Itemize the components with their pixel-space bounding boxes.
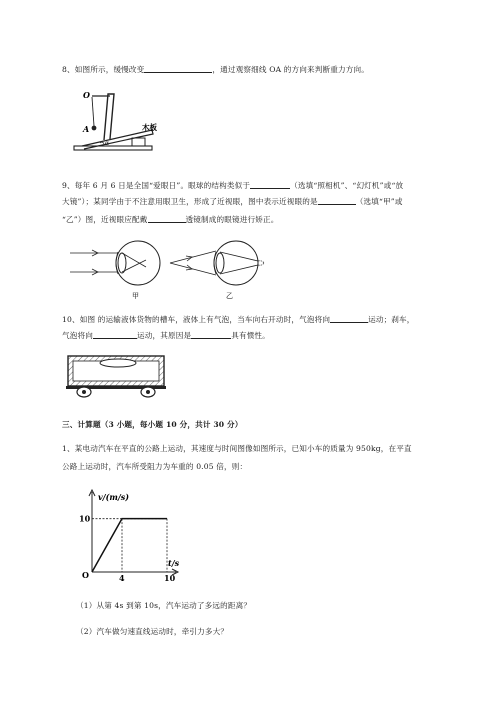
q9-line-1-b: （选填“照相机”、“幻灯机”或“放	[290, 181, 404, 190]
q8-figure-stand	[104, 94, 114, 140]
q9-lens-right	[216, 253, 224, 273]
q10-line-1-a: 10、如图 的运输液体货物的槽车，液体上有气泡，当车向右开动时，气泡将向	[62, 315, 331, 324]
q9-line-1	[62, 181, 403, 190]
q10-blank-1[interactable]	[330, 315, 368, 323]
q10-line-2-c: 具有惯性。	[231, 331, 270, 340]
q9-blank-1[interactable]	[250, 181, 290, 189]
q9-label-left: 甲	[132, 292, 139, 300]
q9-figure-left	[68, 236, 178, 302]
q10-blank-3[interactable]	[191, 331, 231, 339]
q9-figure-right	[168, 236, 280, 302]
q9-eyeball-right	[214, 241, 258, 285]
q9-line-2-b: （选填“甲”或	[355, 197, 403, 206]
q8-label-o: O	[83, 90, 90, 100]
q9-line-3-a: “乙”）图，近视眼应配戴	[62, 215, 148, 224]
q8-text-before: 8、如图所示，缓慢改变	[62, 65, 145, 74]
q9-line-2	[62, 197, 403, 206]
q8-answer-blank[interactable]	[144, 65, 212, 73]
calc1-vt-chart	[72, 484, 192, 584]
q8-figure-thread	[92, 97, 94, 126]
q8-figure-support	[132, 138, 145, 146]
q9-blank-3[interactable]	[148, 215, 186, 223]
calc1-line-2: 公路上运动时，汽车所受阻力为车重的 0.05 倍，则：	[62, 462, 248, 471]
chart-origin-label: O	[82, 570, 89, 580]
q8-label-a: A	[83, 124, 90, 134]
q9-line-1-a: 9、每年 6 月 6 日是全国“爱眼日”。眼球的结构类似于	[62, 181, 251, 190]
q9-label-right: 乙	[226, 292, 233, 300]
q8-figure	[70, 86, 180, 160]
q10-line-2-b: 运动，其原因是	[136, 331, 192, 340]
q10-line-2-a: 气泡将向	[62, 331, 93, 340]
q10-tank-truck-figure	[64, 352, 168, 400]
chart-x-label: t/s	[168, 558, 180, 568]
chart-x-tick-label: 4	[119, 573, 125, 583]
q8-label-alpha: α	[105, 140, 110, 147]
q8-figure-bob	[92, 126, 97, 131]
calc1-line-1: 1、某电动汽车在平直的公路上运动，其速度与时间图像如图所示，已知小车的质量为 950kg，在平直	[62, 444, 412, 453]
q9-line-3-b: 透镜制成的眼镜进行矫正。	[185, 215, 279, 224]
q9-line-3	[62, 215, 278, 224]
q9-lens-left	[118, 253, 126, 273]
chart-y-label: v/(m/s)	[98, 492, 130, 502]
q10-bubble	[100, 359, 136, 367]
q8-figure-angle-arc	[100, 142, 104, 144]
chart-series-line	[92, 519, 167, 572]
calc1-sub-1: （1）从第 4s 到第 10s，汽车运动了多远的距离？	[76, 601, 252, 610]
chart-y-tick-label: 10	[79, 513, 91, 524]
q9-eyeball-left	[116, 241, 160, 285]
q9-blank-2[interactable]	[318, 197, 356, 205]
chart-x-tick-label: 10	[164, 573, 176, 583]
q10-line-1-b: 运动；刹车，	[368, 315, 415, 324]
q10-line-2	[62, 331, 270, 340]
q8-label-board: 木板	[142, 123, 157, 132]
q10-blank-2[interactable]	[93, 331, 137, 339]
calc1-sub-2: （2）汽车做匀速直线运动时，牵引力多大？	[76, 627, 229, 636]
q8-text	[62, 65, 369, 74]
q10-line-1	[62, 315, 415, 324]
q9-line-2-a: 大镜”）；某同学由于不注意用眼卫生，形成了近视眼，图中表示近视眼的是	[62, 197, 318, 206]
q8-text-after: ，通过观察细线 OA 的方向来判断重力方向。	[212, 65, 369, 74]
section-3-title: 三、计算题（3 小题，每小题 10 分，共计 30 分）	[62, 420, 243, 429]
q8-figure-base	[74, 146, 152, 150]
